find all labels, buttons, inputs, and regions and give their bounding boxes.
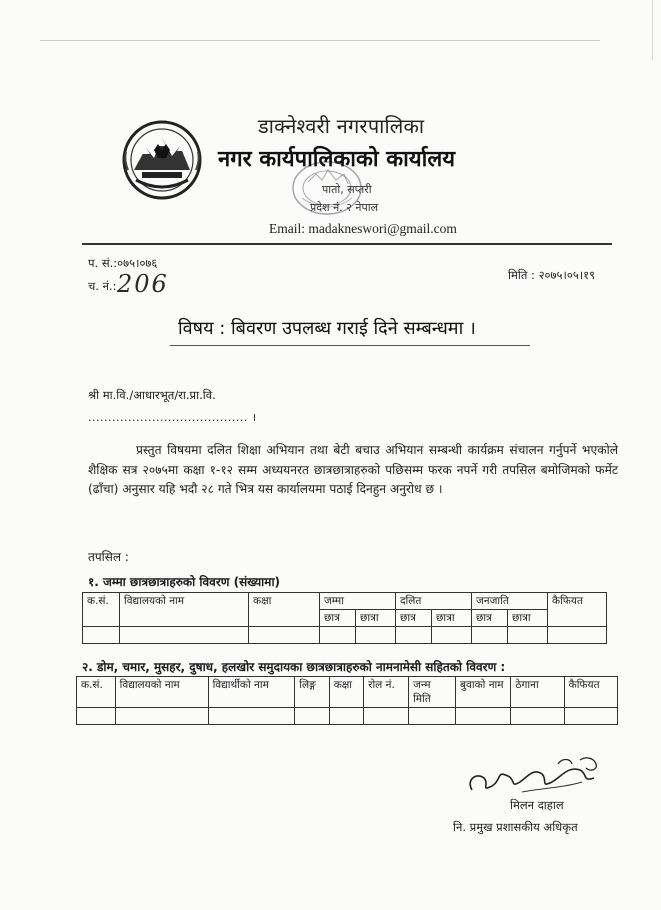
col-student-name: विद्यार्थीको नाम: [208, 677, 295, 708]
municipality-name: डाक्नेश्वरी नगरपालिका: [258, 114, 425, 138]
dispatch-number-label: च. नं.:: [88, 279, 117, 293]
col-address: ठेगाना: [511, 677, 564, 708]
table2-title: २. डोम, चमार, मुसहर, दुषाध, हलखोर समुदायका छात्रछात्राहरुको नामनामेसी सहितको विवरण :: [82, 660, 506, 674]
signatory-name: मिलन दाहाल: [510, 798, 564, 812]
group-janajati: जनजाति: [471, 593, 547, 610]
recipient-line: श्री मा.वि./आधारभूत/रा.प्रा.वि.: [88, 388, 216, 402]
letter-date: मिति : २०७५।०५।१९: [508, 268, 596, 282]
letter-body: प्रस्तुत विषयमा दलित शिक्षा अभियान तथा बेटी बचाउ अभियान सम्बन्धी कार्यक्रम संचालन गर्नुपर्ने भएकोले शैक्षिक सत्र २०७५मा कक्षा १-१२ सम्म अध्ययनरत छात्रछात्राहरुको पछिसम्म फरक नपर्ने गरी तपसिल बमोजिमको फर्मेट (ढाँचा) अनुसार यहि भदौ २८ गते भित्र यस कार्यालयमा पठाई दिनहुन अनुरोध छ ।: [88, 443, 618, 496]
col-roll-number: रोल नं.: [364, 677, 409, 708]
office-name: नगर कार्यपालिकाको कार्यालय: [218, 147, 455, 172]
right-border-line: [652, 0, 653, 60]
letter-subject: विषय : बिवरण उपलब्ध गराई दिने सम्बन्धमा ।: [178, 318, 476, 339]
dispatch-number-handwritten: 206: [117, 270, 169, 298]
group-total: जम्मा: [320, 593, 396, 610]
table1-title: १. जम्मा छात्रछात्राहरुको विवरण (संख्यामा): [88, 575, 281, 589]
col-serial: क.सं.: [83, 593, 120, 627]
sub-boy: छात्र: [395, 610, 431, 627]
sub-boy: छात्र: [471, 610, 507, 627]
subject-underline: [170, 345, 530, 346]
sub-girl: छात्रा: [356, 610, 396, 627]
details-heading: तपसिल :: [88, 550, 129, 564]
office-email: Email: madakneswori@gmail.com: [269, 221, 457, 236]
col-school-name: विद्यालयको नाम: [120, 593, 249, 627]
address-line-2: प्रदेश नं. २ नेपाल: [310, 201, 379, 214]
sub-girl: छात्रा: [432, 610, 472, 627]
col-remarks: कैफियत: [548, 593, 607, 627]
recipient-blank-line: ........................................ ।: [88, 411, 257, 424]
col-remarks: कैफियत: [564, 677, 617, 708]
top-border-line: [40, 40, 600, 41]
signatory-designation: नि. प्रमुख प्रशासकीय अधिकृत: [453, 820, 578, 834]
col-class: कक्षा: [249, 593, 320, 627]
letter-reference-number: प. सं.:०७५।०७६: [88, 256, 158, 270]
group-dalit: दलित: [395, 593, 471, 610]
student-count-table: [82, 592, 607, 644]
header-divider: [82, 243, 612, 245]
col-gender: लिङ्ग: [295, 677, 329, 708]
col-class: कक्षा: [329, 677, 363, 708]
col-date-of-birth: जन्म मिति: [409, 677, 456, 708]
col-serial: क.सं.: [77, 677, 116, 708]
sub-boy: छात्र: [320, 610, 356, 627]
sub-girl: छात्रा: [508, 610, 548, 627]
student-list-table: [76, 676, 618, 725]
col-school-name: विद्यालयको नाम: [115, 677, 208, 708]
address-line-1: पातो, सप्तरी: [322, 183, 372, 196]
col-father-name: बुवाको नाम: [456, 677, 511, 708]
table-row: [83, 627, 607, 644]
government-emblem-icon: [120, 118, 204, 206]
table-row: [77, 708, 618, 725]
